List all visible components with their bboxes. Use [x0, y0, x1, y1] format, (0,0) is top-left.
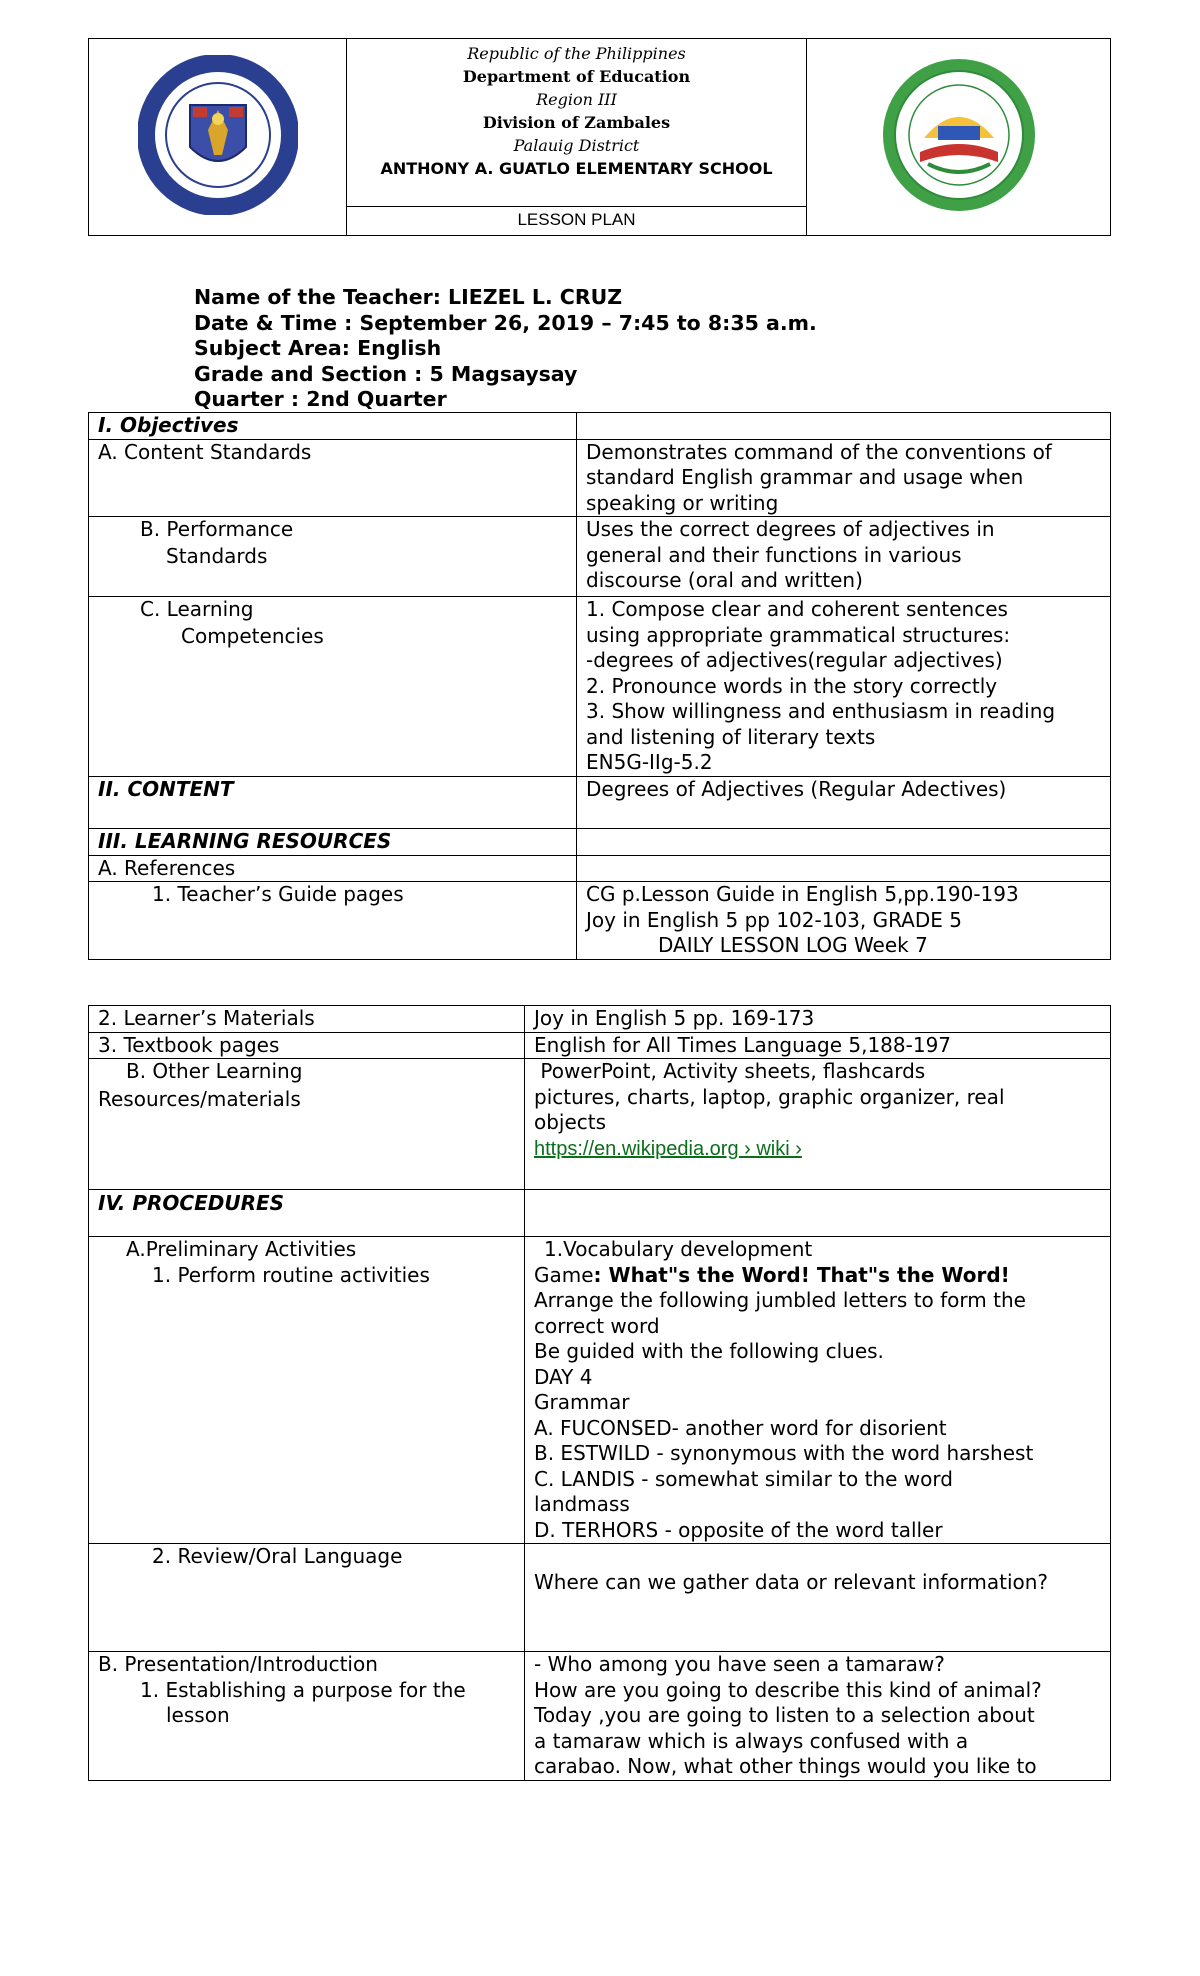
text-line: CG p.Lesson Guide in English 5,pp.190-193	[586, 882, 1019, 906]
text-line: a tamaraw which is always confused with a	[534, 1728, 969, 1753]
text-line: PowerPoint, Activity sheets, flashcards	[534, 1059, 926, 1083]
textbook-pages-label: 3. Textbook pages	[89, 1032, 525, 1059]
division-line: Division of Zambales	[482, 113, 671, 132]
region-line: Region III	[536, 90, 617, 109]
text-line: 3. Show willingness and enthusiasm in reading	[586, 699, 1056, 723]
performance-standards-value	[577, 517, 1111, 597]
text-line: 1. Teacher’s Guide pages	[152, 882, 404, 906]
learning-competencies-value	[577, 597, 1111, 777]
game-prefix: Game	[534, 1262, 594, 1287]
deped-seal-cell	[89, 39, 347, 236]
text-line: C. LANDIS - somewhat similar to the word	[534, 1466, 953, 1491]
other-resources-value	[525, 1059, 1111, 1190]
game-title: : What"s the Word! That"s the Word!	[593, 1262, 1010, 1287]
review-value	[525, 1544, 1111, 1652]
text-line: 1. Establishing a purpose for the	[140, 1677, 466, 1702]
grade-section: Grade and Section : 5 Magsaysay	[194, 361, 578, 386]
empty-cell	[525, 1190, 1111, 1237]
letterhead-text-cell	[347, 39, 807, 207]
content-value: Degrees of Adjectives (Regular Adectives)	[577, 776, 1111, 828]
text-line: general and their functions in various	[586, 542, 962, 567]
text-line: discourse (oral and written)	[586, 568, 863, 592]
empty-cell	[577, 855, 1111, 882]
objectives-table	[88, 412, 1111, 960]
content-standards-value	[577, 439, 1111, 517]
other-resources-label	[89, 1059, 525, 1190]
references-label: A. References	[89, 855, 577, 882]
text-line: B. Other Learning	[126, 1059, 303, 1083]
text-line: pictures, charts, laptop, graphic organizer, real	[534, 1084, 1005, 1109]
text-line: B. Presentation/Introduction	[98, 1652, 378, 1676]
wikipedia-link[interactable]: https://en.wikipedia.org › wiki ›	[534, 1137, 802, 1160]
quarter: Quarter : 2nd Quarter	[194, 387, 447, 411]
text-line: B. Performance	[140, 517, 294, 541]
performance-standards-label	[89, 517, 577, 597]
text-line: and listening of literary texts	[586, 724, 876, 749]
school-seal-icon	[880, 56, 1038, 214]
text-line: -degrees of adjectives(regular adjectives)	[586, 648, 1003, 672]
game-line	[534, 1263, 1101, 1289]
text-line: landmass	[534, 1492, 630, 1516]
text-line: carabao. Now, what other things would you like to	[534, 1754, 1037, 1778]
lesson-info	[194, 285, 817, 413]
text-line: A.Preliminary Activities	[126, 1237, 357, 1261]
text-line: Competencies	[181, 623, 324, 648]
empty-cell	[577, 828, 1111, 855]
text-line: DAILY LESSON LOG Week 7	[658, 933, 928, 957]
letterhead-table	[88, 38, 1111, 236]
text-line: objects	[534, 1110, 607, 1134]
text-line: Grammar	[534, 1390, 630, 1414]
deped-seal-icon	[138, 55, 298, 215]
presentation-value	[525, 1652, 1111, 1781]
department-line: Department of Education	[462, 67, 691, 86]
lesson-plan-label: LESSON PLAN	[347, 207, 807, 236]
text-line: A. FUCONSED- another word for disorient	[534, 1415, 947, 1440]
text-line: 2. Pronounce words in the story correctly	[586, 673, 998, 698]
teachers-guide-value	[577, 882, 1111, 960]
district-line: Palauig District	[513, 136, 640, 155]
text-line: 1.Vocabulary development	[544, 1237, 813, 1261]
date-time: Date & Time : September 26, 2019 – 7:45 to 8:35 a.m.	[194, 310, 817, 335]
text-line: Where can we gather data or relevant information?	[534, 1570, 1049, 1594]
text-line: 1. Compose clear and coherent sentences	[586, 597, 1008, 621]
objectives-heading: I. Objectives	[89, 413, 577, 440]
text-line: How are you going to describe this kind of animal?	[534, 1677, 1042, 1702]
learning-resources-heading: III. LEARNING RESOURCES	[89, 828, 577, 855]
text-line: Standards	[166, 543, 268, 568]
learners-materials-label: 2. Learner’s Materials	[89, 1006, 525, 1033]
presentation-label	[89, 1652, 525, 1781]
text-line: DAY 4	[534, 1364, 593, 1389]
text-line: D. TERHORS - opposite of the word taller	[534, 1517, 943, 1542]
review-label	[89, 1544, 525, 1652]
vocabulary-activity	[525, 1237, 1111, 1544]
text-line: Arrange the following jumbled letters to form the	[534, 1288, 1026, 1312]
textbook-pages-value: English for All Times Language 5,188-197	[525, 1032, 1111, 1059]
empty-cell	[577, 413, 1111, 440]
text-line: Demonstrates command of the conventions of	[586, 439, 1052, 464]
text-line: Resources/materials	[98, 1086, 301, 1111]
text-line: 2. Review/Oral Language	[152, 1544, 403, 1568]
text-line: using appropriate grammatical structures:	[586, 622, 1011, 647]
school-name: ANTHONY A. GUATLO ELEMENTARY SCHOOL	[380, 159, 773, 178]
text-line: correct word	[534, 1313, 660, 1338]
teachers-guide-label	[89, 882, 577, 960]
school-seal-cell	[807, 39, 1111, 236]
resources-procedures-table	[88, 1005, 1111, 1781]
text-line: standard English grammar and usage when	[586, 465, 1024, 489]
preliminary-activities-label	[89, 1237, 525, 1544]
text-line: EN5G-IIg-5.2	[586, 750, 713, 774]
content-heading: II. CONTENT	[89, 776, 577, 828]
country-line: Republic of the Philippines	[467, 44, 686, 63]
text-line: B. ESTWILD - synonymous with the word harshest	[534, 1441, 1034, 1465]
procedures-heading: IV. PROCEDURES	[89, 1190, 525, 1237]
subject-area: Subject Area: English	[194, 336, 442, 360]
text-line: C. Learning	[140, 597, 254, 621]
text-line: 1. Perform routine activities	[152, 1262, 430, 1287]
text-line: Joy in English 5 pp 102-103, GRADE 5	[586, 907, 962, 932]
learning-competencies-label	[89, 597, 577, 777]
text-line: Today ,you are going to listen to a selection about	[534, 1703, 1035, 1727]
text-line: Uses the correct degrees of adjectives in	[586, 517, 995, 541]
text-line: - Who among you have seen a tamaraw?	[534, 1652, 945, 1676]
learners-materials-value: Joy in English 5 pp. 169-173	[525, 1006, 1111, 1033]
text-line: Be guided with the following clues.	[534, 1339, 884, 1363]
teacher-name: Name of the Teacher: LIEZEL L. CRUZ	[194, 285, 623, 309]
text-line: lesson	[166, 1703, 230, 1727]
content-standards-label: A. Content Standards	[89, 439, 577, 517]
text-line: speaking or writing	[586, 490, 779, 515]
